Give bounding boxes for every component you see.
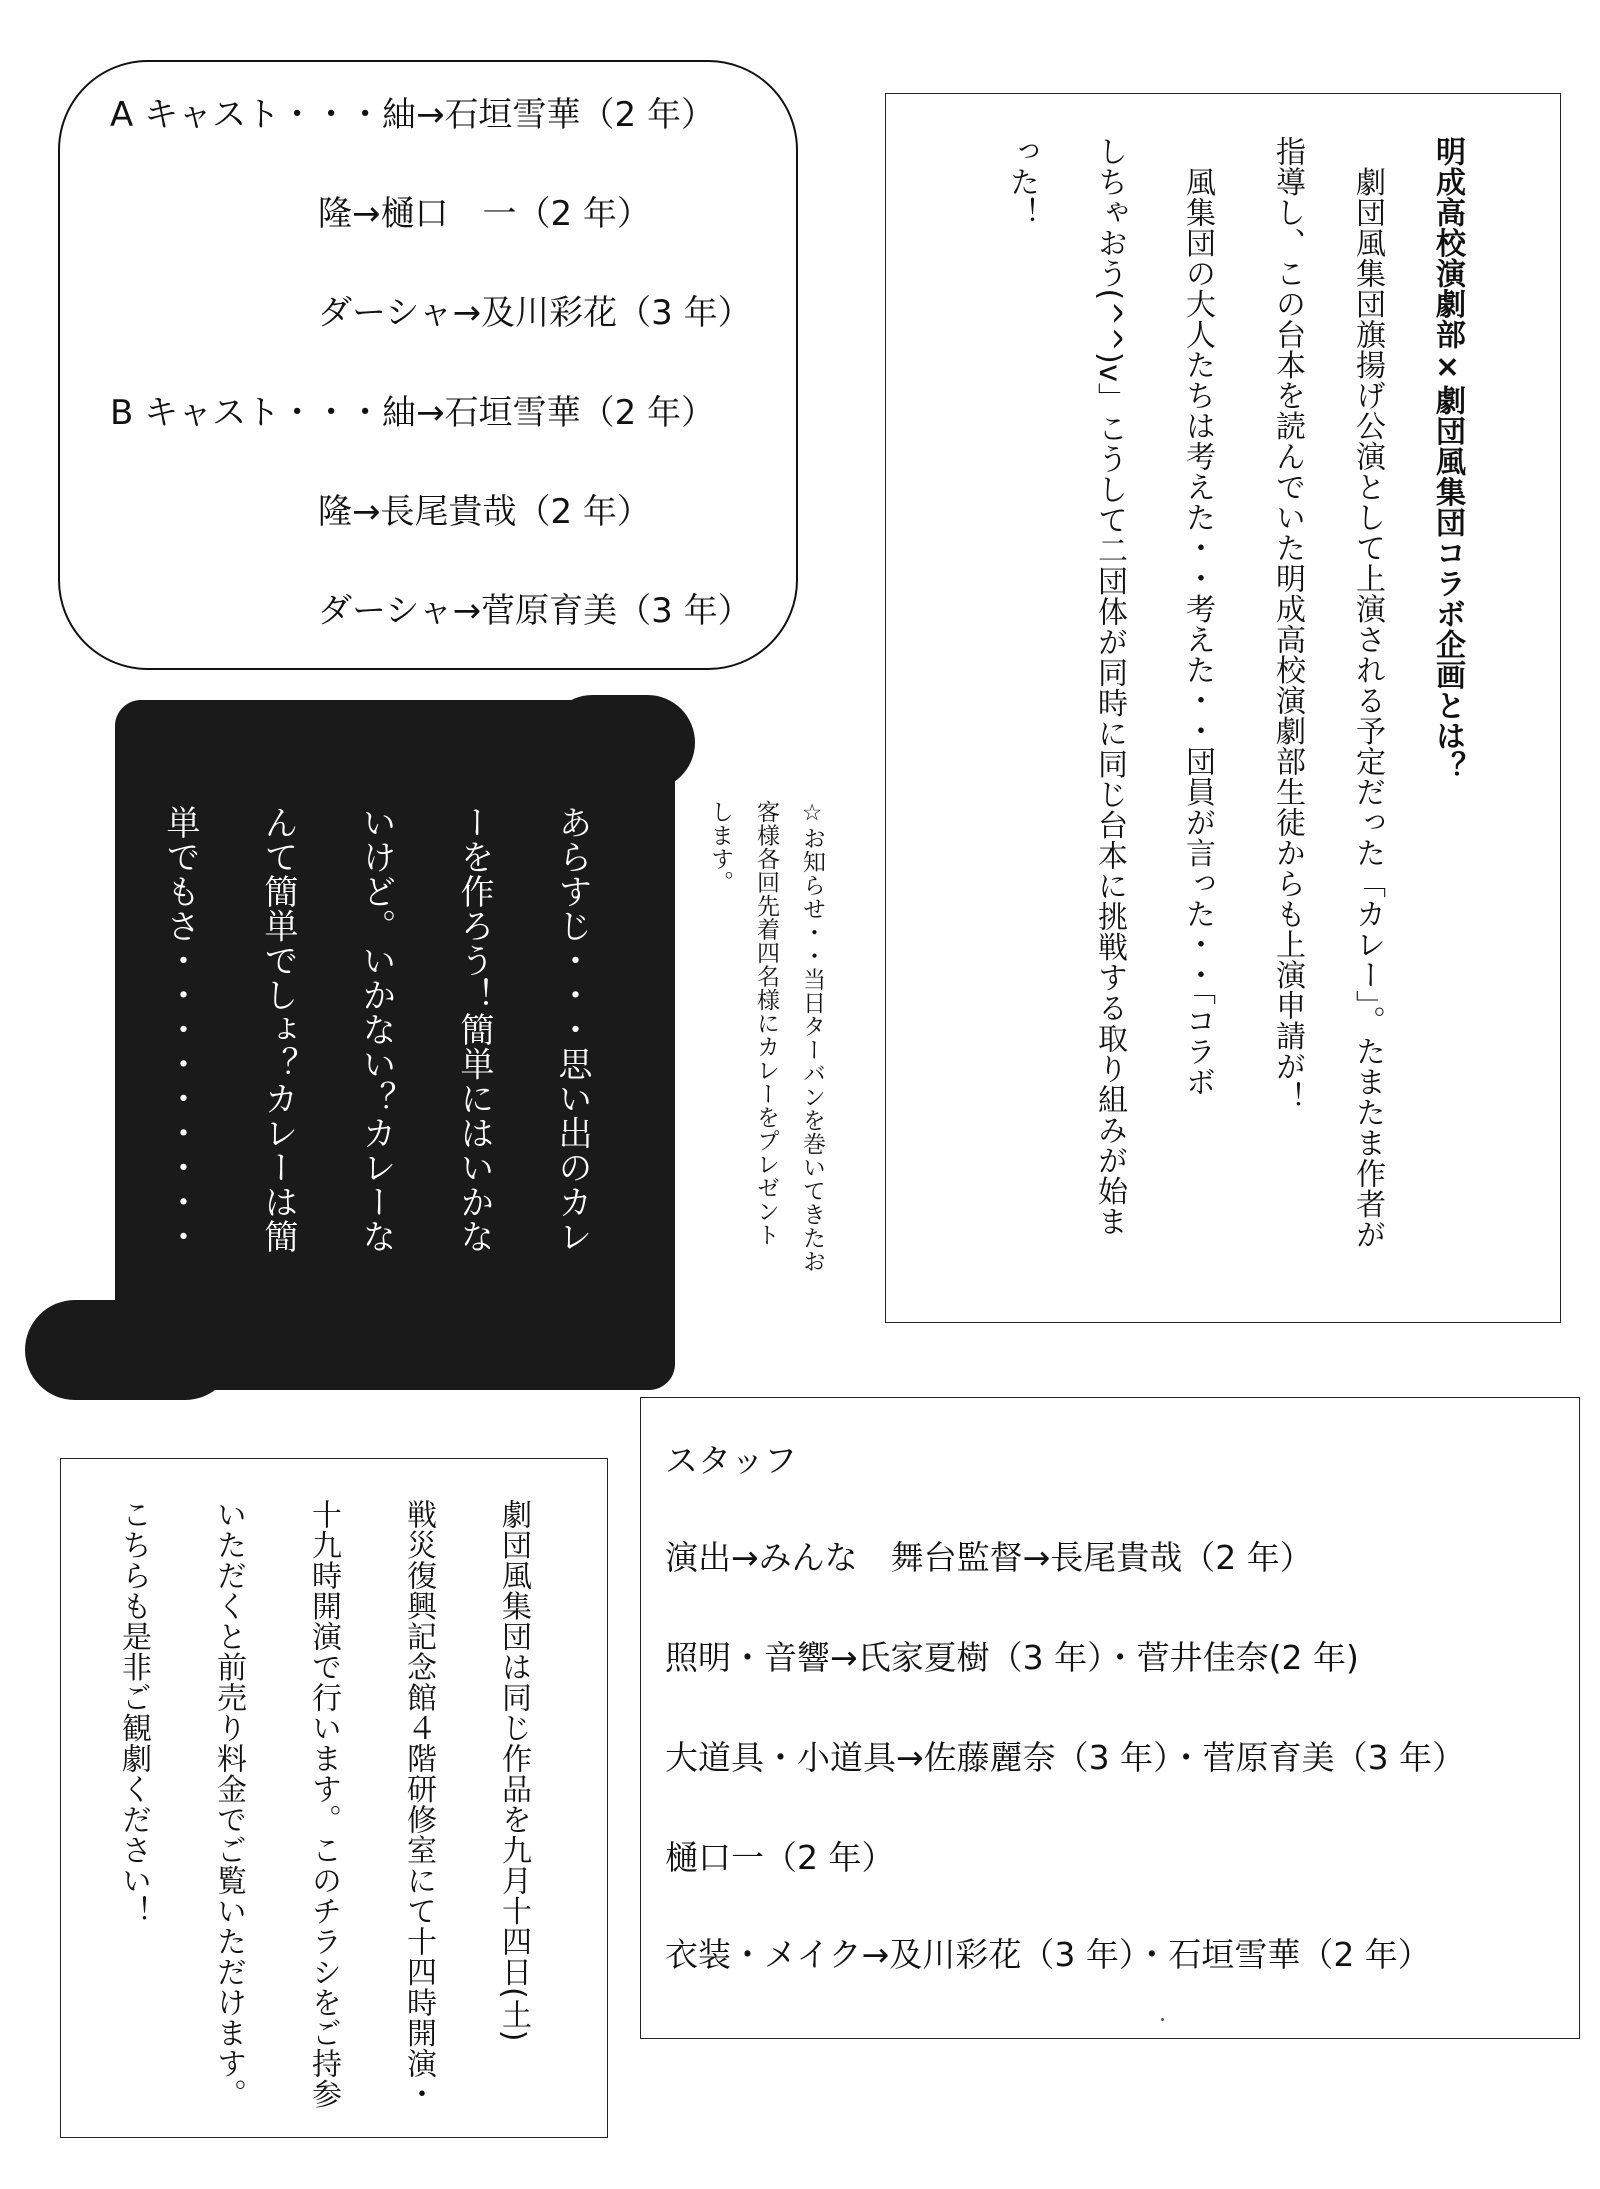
notice-line: します。 — [707, 800, 733, 894]
collab-line: 風集団の大人たちは考えた・・考えた・・団員が言った・・「コラボ — [1180, 136, 1215, 1097]
info-line: 十九時開演で行います。このチラシをご持参 — [306, 1499, 341, 2109]
cast-a-header: A キャスト・・・紬→石垣雪華（2 年） — [110, 95, 715, 135]
synopsis-line: ーを作ろう！簡単にはいかな — [454, 805, 494, 1254]
info-line: 戦災復興記念館４階研修室にて十四時開演・ — [401, 1499, 436, 2109]
scan-dot — [1161, 2018, 1164, 2021]
staff-box — [640, 1397, 1580, 2039]
collab-title: 明成高校演劇部×劇団風集団コラボ企画とは？ — [1430, 136, 1465, 782]
collab-line: 劇団風集団旗揚げ公演として上演される予定だった「カレー」。たまたま作者が — [1350, 136, 1385, 1250]
cast-a-line: ダーシャ→及川彩花（3 年） — [318, 293, 752, 333]
collab-line: しちゃおう(^^)v」こうして二団体が同時に同じ台本に挑戦する取り組みが始ま — [1092, 136, 1127, 1237]
staff-line: 照明・音響→氏家夏樹（3 年）・菅井佳奈(2 年) — [665, 1638, 1359, 1677]
staff-title: スタッフ — [665, 1441, 797, 1480]
cast-b-line: 隆→長尾貴哉（2 年） — [318, 492, 651, 532]
info-line: こちらも是非ご観劇ください！ — [116, 1499, 151, 1926]
cast-box — [58, 60, 798, 670]
cast-b-header: B キャスト・・・紬→石垣雪華（2 年） — [110, 393, 716, 433]
collab-line: 指導し、この台本を読んでいた明成高校演劇部生徒からも上演申請が！ — [1270, 136, 1305, 1112]
info-line: いただくと前売り料金でご覧いただけます。 — [211, 1499, 246, 2109]
cast-a-line: 隆→樋口 一（2 年） — [318, 194, 651, 234]
staff-line: 演出→みんな 舞台監督→長尾貴哉（2 年） — [665, 1538, 1313, 1577]
synopsis-line: 単でもさ・・・・・・・・・ — [160, 805, 200, 1254]
staff-line: 樋口一（2 年） — [665, 1838, 895, 1877]
staff-line: 大道具・小道具→佐藤麗奈（3 年）・菅原育美（3 年） — [665, 1738, 1466, 1777]
notice-line: 客様各回先着四名様にカレーをプレゼント — [753, 800, 779, 1247]
notice-line: ☆お知らせ・・当日ターバンを巻いてきたお — [799, 800, 825, 1273]
performance-info-box — [60, 1458, 608, 2138]
info-line: 劇団風集団は同じ作品を九月十四日(土) — [496, 1499, 531, 2042]
staff-line: 衣装・メイク→及川彩花（3 年）・石垣雪華（2 年） — [665, 1935, 1431, 1974]
collab-box — [885, 93, 1561, 1323]
synopsis-line: いけど。いかない？カレーな — [356, 805, 396, 1254]
synopsis-line: あらすじ・・・思い出のカレ — [552, 805, 592, 1254]
synopsis-scroll — [25, 695, 725, 1400]
synopsis-line: んて簡単でしょ？カレーは簡 — [258, 805, 298, 1254]
collab-line: った！ — [1004, 136, 1039, 228]
cast-b-line: ダーシャ→菅原育美（3 年） — [318, 591, 752, 631]
